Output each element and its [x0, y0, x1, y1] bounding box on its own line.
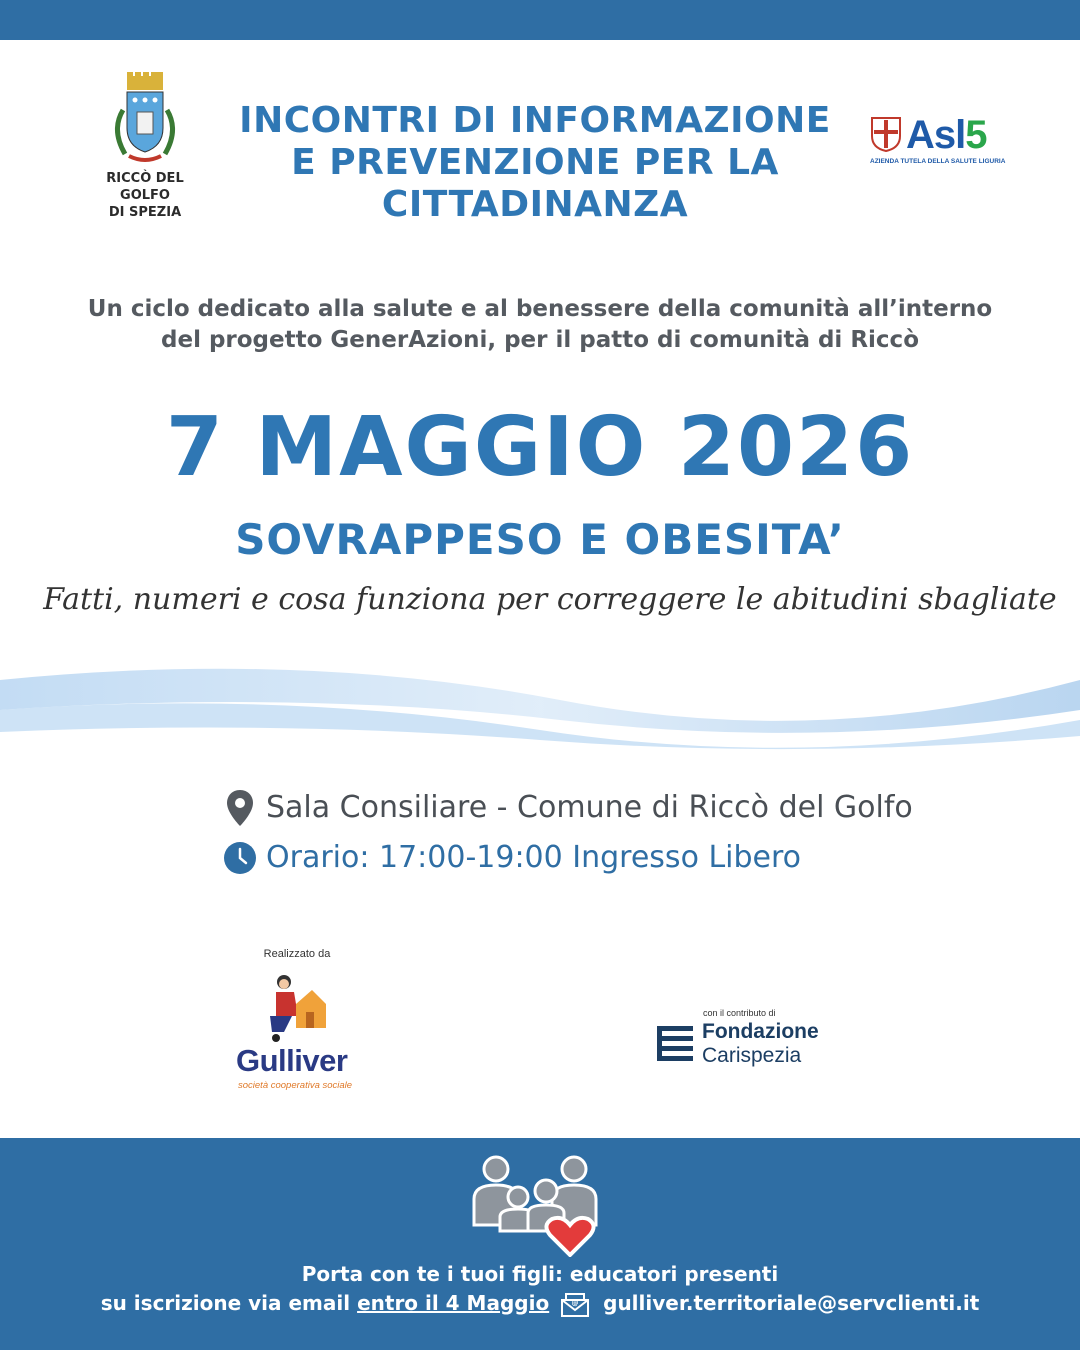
municipality-crest — [80, 70, 210, 220]
title-line3: CITTADINANZA — [381, 184, 689, 225]
municipality-name-line2: DI SPEZIA — [108, 205, 182, 220]
foundation-name-line1: Fondazione — [702, 1020, 819, 1043]
event-tagline: Fatti, numeri e cosa funziona per correggere le abitudini sbagliate — [43, 582, 1057, 617]
time-text: Orario: 17:00-19:00 Ingresso Libero — [266, 840, 802, 875]
liguria-flag-icon — [870, 116, 902, 152]
svg-text:@: @ — [571, 1298, 579, 1307]
map-pin-icon — [222, 788, 258, 828]
asl-subtitle: AZIENDA TUTELA DELLA SALUTE LIGURIA — [870, 158, 1006, 165]
municipality-name-line1: RICCÒ DEL GOLFO — [106, 171, 184, 203]
contribution-label: con il contributo di — [703, 1008, 776, 1018]
family-heart-icon — [470, 1155, 606, 1257]
asl-name: Asl5 — [906, 113, 987, 157]
fondazione-mark-icon — [657, 1024, 693, 1066]
location-row — [222, 786, 913, 830]
event-topic: SOVRAPPESO E OBESITA’ — [235, 515, 845, 564]
gulliver-house-icon — [262, 972, 328, 1044]
asl-number: 5 — [965, 113, 987, 157]
footer-line1: Porta con te i tuoi figli: educatori presenti — [301, 1262, 779, 1286]
contact-email-link[interactable]: gulliver.territoriale@servclienti.it — [603, 1291, 980, 1315]
page-title — [230, 100, 840, 226]
title-line1: INCONTRI DI INFORMAZIONE — [239, 100, 831, 141]
event-date: 7 MAGGIO 2026 — [165, 400, 915, 495]
crest-icon — [105, 70, 185, 170]
top-bar — [0, 0, 1080, 40]
email-icon — [560, 1292, 590, 1318]
gulliver-name: Gulliver — [236, 1043, 348, 1078]
intro-line2: del progetto GenerAzioni, per il patto di comunità di Riccò — [161, 327, 919, 353]
decorative-wave — [0, 640, 1080, 770]
footer-line2 — [0, 1288, 1080, 1318]
time-row — [222, 836, 801, 880]
footer-line2-prefix: su iscrizione via email — [100, 1291, 351, 1315]
clock-icon — [222, 838, 258, 878]
location-text: Sala Consiliare - Comune di Riccò del Golfo — [266, 790, 913, 825]
intro-text — [40, 294, 1040, 356]
registration-deadline: entro il 4 Maggio — [357, 1291, 550, 1315]
gulliver-subtitle: società cooperativa sociale — [238, 1080, 353, 1091]
realized-by-label: Realizzato da — [263, 948, 331, 960]
foundation-name-line2: Carispezia — [702, 1044, 802, 1067]
intro-line1: Un ciclo dedicato alla salute e al benessere della comunità all’interno — [87, 296, 993, 322]
asl5-logo — [868, 112, 1013, 172]
title-line2: E PREVENZIONE PER LA — [291, 142, 779, 183]
